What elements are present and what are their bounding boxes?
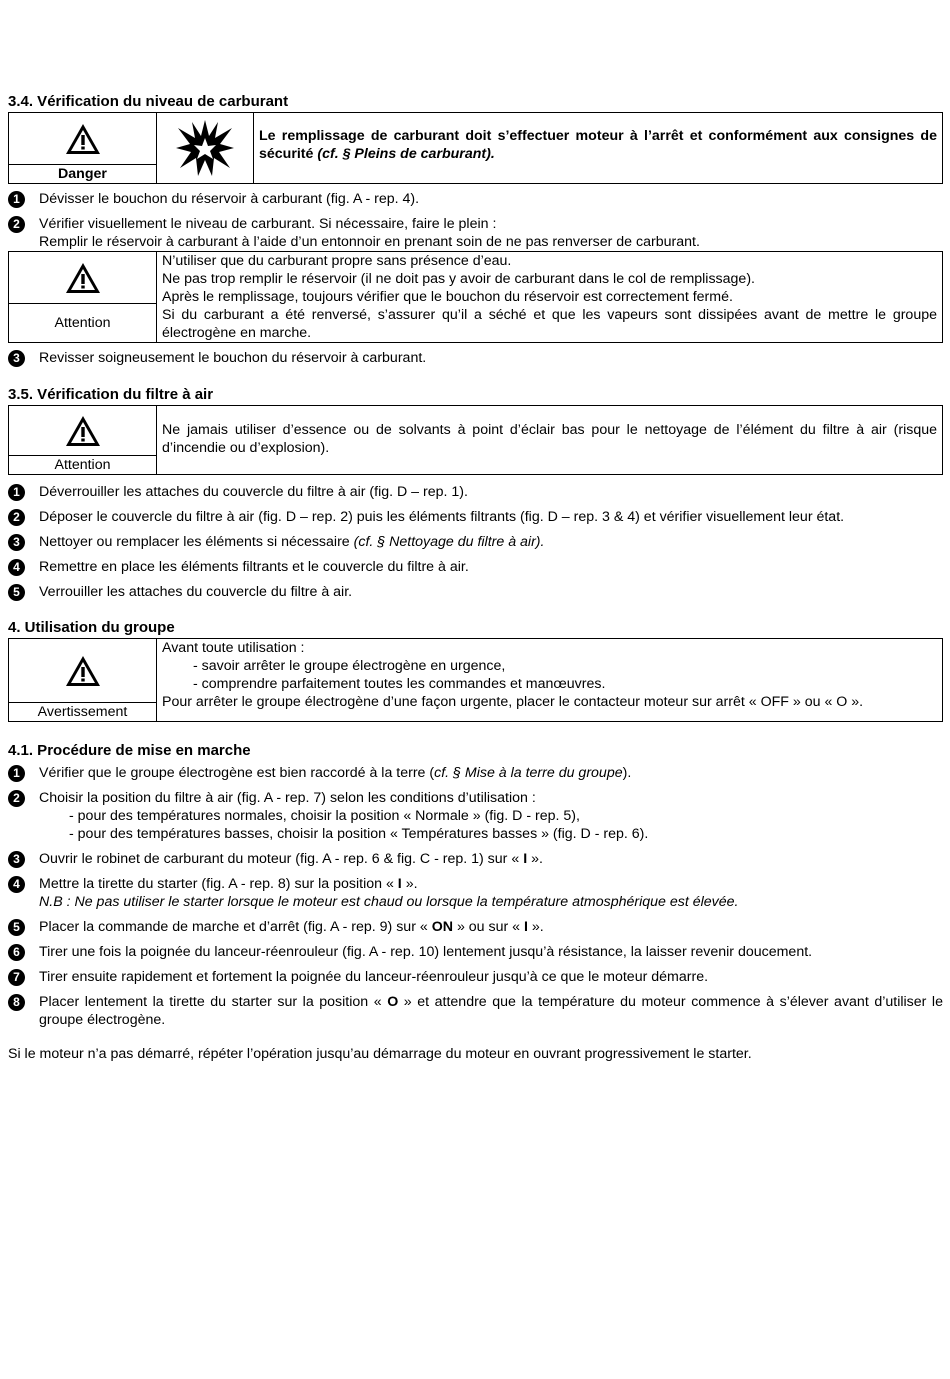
step-text: Remettre en place les éléments filtrants et le couvercle du filtre à air. (39, 559, 469, 575)
attention-box-fuel (8, 251, 943, 343)
list-item (8, 789, 943, 843)
step-number: 4 (8, 559, 25, 576)
danger-label: Danger (9, 164, 156, 183)
list-item (8, 583, 943, 601)
warning-line: - comprendre parfaitement toutes les commandes et manœuvres. (193, 676, 606, 692)
sub-item: - pour des températures normales, choisir la position « Normale » (fig. D - rep. 5), (69, 808, 580, 824)
attention-line: Après le remplissage, toujours vérifier que le bouchon du réservoir est correctement fermé. (162, 289, 733, 305)
step-text: Tirer une fois la poignée du lanceur-réenrouleur (fig. A - rep. 10) lentement jusqu’à résistance, la laisser revenir doucement. (39, 944, 813, 960)
step-text: Déposer le couvercle du filtre à air (fig. D – rep. 2) puis les éléments filtrants (fig. D – rep. 3 & 4) et vérifier visuellement leur état. (39, 509, 845, 525)
attention-text (157, 252, 942, 342)
step-text: Vérifier que le groupe électrogène est bien raccordé à la terre ( (39, 765, 435, 781)
step-text: Nettoyer ou remplacer les éléments si nécessaire (39, 534, 350, 550)
step-text: ». (405, 876, 418, 892)
warning-label-cell (9, 639, 157, 721)
list-item (8, 968, 943, 986)
danger-text-ref: (cf. § Pleins de carburant). (317, 146, 495, 162)
warning-line: - savoir arrêter le groupe électrogène en urgence, (193, 658, 506, 674)
section-title-3-5: 3.5. Vérification du filtre à air (8, 386, 214, 403)
document-page (8, 92, 943, 1063)
warning-text (157, 639, 942, 721)
step-text: Dévisser le bouchon du réservoir à carburant (fig. A - rep. 4). (39, 191, 420, 207)
warning-label: Avertissement (9, 702, 156, 721)
step-text: ). (622, 765, 632, 781)
step-text: Placer lentement la tirette du starter sur la position « (39, 994, 382, 1010)
step-text: » ou sur « (456, 919, 521, 935)
step-number: 2 (8, 216, 25, 233)
warning-line: Avant toute utilisation : (162, 640, 305, 656)
list-item (8, 850, 943, 868)
step-number: 6 (8, 944, 25, 961)
list-item (8, 215, 943, 233)
step-text: Déverrouiller les attaches du couvercle du filtre à air (fig. D – rep. 1). (39, 484, 468, 500)
step-text: Ouvrir le robinet de carburant du moteur (fig. A - rep. 6 & fig. C - rep. 1) sur « (39, 851, 520, 867)
step-number: 1 (8, 191, 25, 208)
explosion-icon (174, 118, 236, 178)
list-item (8, 483, 943, 501)
attention-line: Si du carburant a été renversé, s’assurer qu’il a séché et que les vapeurs sont dissipées avant de mettre le groupe électrogène en marche. (162, 307, 937, 341)
step-number: 7 (8, 969, 25, 986)
step-number: 2 (8, 509, 25, 526)
step-text: » et attendre que la température du moteur commence à s’élever avant d’utiliser le groupe électrogène. (39, 994, 943, 1028)
warning-triangle-icon (9, 639, 156, 702)
warning-triangle-icon (9, 113, 156, 164)
step-text: Vérifier visuellement le niveau de carburant. Si nécessaire, faire le plein : (39, 216, 497, 232)
step-value: I (397, 876, 402, 892)
step-text: Revisser soigneusement le bouchon du réservoir à carburant. (39, 350, 427, 366)
explosion-icon-cell (157, 113, 254, 183)
step-number: 1 (8, 765, 25, 782)
section-title-3-4: 3.4. Vérification du niveau de carburant (8, 93, 289, 110)
warning-line: Pour arrêter le groupe électrogène d’une façon urgente, placer le contacteur moteur sur arrêt « OFF » ou « O ». (162, 694, 864, 710)
danger-text-bold: Le remplissage de carburant doit s’effectuer moteur à l’arrêt et conformément aux consignes de sécurité (259, 128, 937, 162)
step-number: 1 (8, 484, 25, 501)
list-item (8, 190, 943, 208)
step-value: I (524, 919, 528, 935)
list-item (8, 508, 943, 526)
step-number: 3 (8, 350, 25, 367)
step-text-continued: Remplir le réservoir à carburant à l’aide d’un entonnoir en prenant soin de ne pas renverser de carburant. (39, 234, 700, 250)
step-text: Choisir la position du filtre à air (fig. A - rep. 7) selon les conditions d’utilisation : (39, 790, 536, 806)
step-number: 8 (8, 994, 25, 1011)
step-text: Placer la commande de marche et d’arrêt (fig. A - rep. 9) sur « (39, 919, 428, 935)
list-item (8, 764, 943, 782)
section-title-4-1: 4.1. Procédure de mise en marche (8, 742, 251, 759)
attention-label-cell (9, 406, 157, 474)
step-text: ». (531, 851, 543, 867)
attention-text: Ne jamais utiliser d’essence ou de solvants à point d’éclair bas pour le nettoyage de l’élément du filtre à air (risque d’incendie ou d’explosion). (162, 422, 937, 456)
step-value: O (387, 994, 399, 1010)
attention-label: Attention (9, 455, 156, 474)
step-number: 2 (8, 790, 25, 807)
sub-item: - pour des températures basses, choisir la position « Températures basses » (fig. D - rep. 6). (69, 826, 649, 842)
step-text: Tirer ensuite rapidement et fortement la poignée du lanceur-réenrouleur jusqu’à ce que le moteur démarre. (39, 969, 709, 985)
warning-box (8, 638, 943, 722)
warning-triangle-icon (9, 406, 156, 455)
step-text: Verrouiller les attaches du couvercle du filtre à air. (39, 584, 353, 600)
step-number: 5 (8, 584, 25, 601)
attention-line: N’utiliser que du carburant propre sans présence d’eau. (162, 253, 512, 269)
step-text-ref: cf. § Mise à la terre du groupe (434, 765, 623, 781)
list-item (8, 943, 943, 961)
closing-paragraph: Si le moteur n’a pas démarré, répéter l’opération jusqu’au démarrage du moteur en ouvrant progressivement le starter. (8, 1046, 752, 1062)
step-note: N.B : Ne pas utiliser le starter lorsque le moteur est chaud ou lorsque la température atmosphérique est élevée. (39, 894, 739, 910)
section-title-4: 4. Utilisation du groupe (8, 619, 175, 636)
list-item (8, 918, 943, 936)
step-text-ref: (cf. § Nettoyage du filtre à air). (353, 534, 545, 550)
step-number: 3 (8, 534, 25, 551)
attention-label: Attention (9, 303, 156, 342)
step-number: 5 (8, 919, 25, 936)
attention-label-cell (9, 252, 157, 342)
danger-label-cell (9, 113, 157, 183)
step-number: 4 (8, 876, 25, 893)
list-item (8, 533, 943, 551)
attention-box-filter (8, 405, 943, 475)
step-value: ON (431, 919, 453, 935)
danger-text (254, 113, 942, 183)
step-number: 3 (8, 851, 25, 868)
warning-triangle-icon (9, 252, 156, 303)
step-text: ». (531, 919, 544, 935)
step-value: I (523, 851, 528, 867)
list-item (8, 349, 943, 367)
step-text: Mettre la tirette du starter (fig. A - rep. 8) sur la position « (39, 876, 394, 892)
list-item (8, 558, 943, 576)
danger-box (8, 112, 943, 184)
list-item (8, 993, 943, 1029)
list-item (8, 875, 943, 911)
attention-line: Ne pas trop remplir le réservoir (il ne doit pas y avoir de carburant dans le col de remplissage). (162, 271, 755, 287)
